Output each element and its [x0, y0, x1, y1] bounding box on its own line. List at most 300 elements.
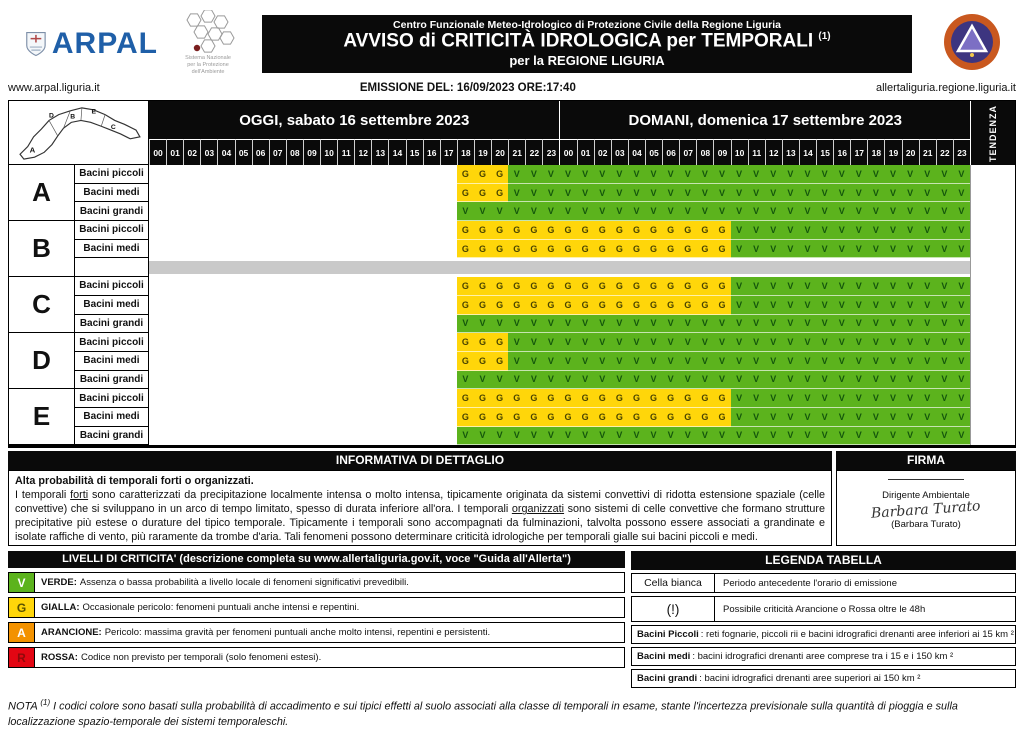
level-name: ARANCIONE: [41, 627, 102, 639]
criticality-cell: V [902, 221, 919, 240]
criticality-cell: V [936, 165, 953, 184]
criticality-cell: G [611, 277, 628, 296]
criticality-cell: V [884, 315, 901, 334]
criticality-cell: V [731, 184, 748, 203]
hour-label: 19 [474, 139, 491, 165]
criticality-cell: V [525, 184, 542, 203]
criticality-cell: V [782, 427, 799, 446]
criticality-cell: V [542, 184, 559, 203]
criticality-cell: V [696, 427, 713, 446]
criticality-cell: V [782, 371, 799, 390]
criticality-cell: V [919, 352, 936, 371]
legenda-rows [631, 573, 1016, 688]
svg-text:dell'Ambiente: dell'Ambiente [191, 68, 225, 74]
criticality-cell: V [748, 221, 765, 240]
hour-label: 21 [508, 139, 525, 165]
criticality-cell: G [662, 240, 679, 259]
legend-key: Cella bianca [631, 573, 715, 593]
criticality-cell: V [816, 333, 833, 352]
criticality-cell: G [457, 240, 474, 259]
criticality-cell: V [748, 240, 765, 259]
criticality-cell: V [902, 389, 919, 408]
criticality-cell: V [508, 427, 525, 446]
criticality-cell: G [628, 221, 645, 240]
criticality-cell: V [542, 427, 559, 446]
criticality-cell: V [559, 202, 576, 221]
basin-label: Bacini grandi [75, 202, 149, 221]
title-sub: per la REGIONE LIGURIA [509, 52, 665, 68]
criticality-cell: V [816, 202, 833, 221]
basin-label: Bacini piccoli [75, 165, 149, 184]
legend-value: Periodo antecedente l'orario di emissione [715, 573, 1016, 593]
criticality-cell: V [953, 202, 970, 221]
tendenza-column [970, 165, 1015, 445]
blank-period-cell [149, 165, 457, 184]
criticality-cell: G [457, 277, 474, 296]
criticality-cell: V [457, 315, 474, 334]
criticality-cell: V [919, 333, 936, 352]
criticality-cell: V [884, 408, 901, 427]
criticality-cell: G [577, 389, 594, 408]
criticality-cell: V [525, 333, 542, 352]
criticality-cell: V [816, 221, 833, 240]
criticality-cell: G [679, 296, 696, 315]
criticality-cell: V [850, 184, 867, 203]
criticality-cell: V [884, 240, 901, 259]
criticality-cell: G [491, 221, 508, 240]
footnote-prefix: NOTA [8, 700, 41, 713]
criticality-cell: V [919, 408, 936, 427]
criticality-cell: G [594, 240, 611, 259]
criticality-cell: V [902, 202, 919, 221]
criticality-cell: G [559, 296, 576, 315]
criticality-cell: V [577, 202, 594, 221]
criticality-cell: G [696, 240, 713, 259]
level-letter-badge: A [8, 622, 35, 643]
criticality-cell: V [731, 165, 748, 184]
criticality-cell: V [594, 202, 611, 221]
criticality-cell: V [765, 184, 782, 203]
criticality-cell: V [953, 221, 970, 240]
criticality-cell: V [782, 408, 799, 427]
criticality-cell: V [782, 202, 799, 221]
criticality-cell: G [577, 277, 594, 296]
criticality-cell: V [936, 315, 953, 334]
criticality-cell: G [696, 277, 713, 296]
snpa-logo [164, 10, 256, 79]
criticality-cell: V [748, 389, 765, 408]
criticality-cell: G [457, 296, 474, 315]
criticality-cell: V [919, 184, 936, 203]
criticality-cell: V [833, 389, 850, 408]
basin-label: Bacini medi [75, 296, 149, 315]
criticality-cell: V [867, 277, 884, 296]
criticality-cell: V [713, 352, 730, 371]
criticality-cell: V [525, 427, 542, 446]
criticality-cell: V [953, 333, 970, 352]
subheader-row [8, 80, 1016, 96]
criticality-cell: G [645, 296, 662, 315]
criticality-cell: G [491, 296, 508, 315]
criticality-cell: V [611, 315, 628, 334]
criticality-cell: V [799, 352, 816, 371]
criticality-cell: V [850, 389, 867, 408]
criticality-cell: V [474, 427, 491, 446]
hour-label: 05 [235, 139, 252, 165]
criticality-cell: V [748, 184, 765, 203]
legend-basin-definition [631, 669, 1016, 688]
hour-label: 22 [525, 139, 542, 165]
level-description [35, 572, 625, 593]
criticality-cell: V [867, 240, 884, 259]
criticality-cell: G [508, 221, 525, 240]
criticality-cell: V [850, 296, 867, 315]
criticality-cell: G [474, 184, 491, 203]
criticality-cell: V [731, 296, 748, 315]
criticality-cell: V [919, 296, 936, 315]
basin-term: Bacini medi [637, 651, 691, 663]
day-header-today: OGGI, sabato 16 settembre 2023 [149, 101, 559, 139]
hour-label: 00 [149, 139, 166, 165]
criticality-cell: G [577, 296, 594, 315]
criticality-cell: G [577, 221, 594, 240]
level-description [35, 622, 625, 643]
hour-label: 07 [269, 139, 286, 165]
level-letter-badge: R [8, 647, 35, 668]
hour-label: 02 [183, 139, 200, 165]
criticality-cell: V [594, 315, 611, 334]
criticality-cell: V [542, 333, 559, 352]
basin-label [75, 258, 149, 277]
criticality-cell: V [782, 240, 799, 259]
hour-label: 17 [850, 139, 867, 165]
criticality-cell: V [936, 427, 953, 446]
level-name: VERDE: [41, 577, 77, 589]
criticality-cell: V [731, 427, 748, 446]
criticality-cell: V [902, 408, 919, 427]
hour-label: 22 [936, 139, 953, 165]
legend-row [631, 596, 1016, 622]
criticality-cell: G [457, 408, 474, 427]
criticality-cell: V [731, 315, 748, 334]
legend-row [631, 647, 1016, 666]
criticality-cell: V [833, 221, 850, 240]
hour-label: 11 [748, 139, 765, 165]
criticality-cell: G [457, 352, 474, 371]
criticality-cell: V [936, 333, 953, 352]
criticality-cell: V [662, 333, 679, 352]
criticality-cell: G [474, 221, 491, 240]
criticality-cell: V [628, 333, 645, 352]
criticality-cell: V [508, 184, 525, 203]
criticality-cell: G [508, 296, 525, 315]
criticality-cell: G [713, 277, 730, 296]
criticality-cell: G [645, 277, 662, 296]
criticality-cell: V [731, 371, 748, 390]
criticality-cell: V [491, 427, 508, 446]
level-description [35, 647, 625, 668]
criticality-cell: V [713, 184, 730, 203]
criticality-cell: V [662, 371, 679, 390]
criticality-cell: V [816, 352, 833, 371]
criticality-cell: G [525, 408, 542, 427]
criticality-cell: V [611, 165, 628, 184]
criticality-cell: V [919, 202, 936, 221]
criticality-cell: V [662, 184, 679, 203]
firma-title: FIRMA [836, 451, 1016, 470]
criticality-cell: V [559, 427, 576, 446]
criticality-cell: V [833, 371, 850, 390]
criticality-cell: V [594, 184, 611, 203]
criticality-cell: G [645, 240, 662, 259]
criticality-cell: V [525, 315, 542, 334]
criticality-cell: V [936, 184, 953, 203]
criticality-cell: V [850, 352, 867, 371]
informativa-segment: I temporali [15, 489, 71, 502]
day-header-tomorrow: DOMANI, domenica 17 settembre 2023 [559, 101, 970, 139]
blank-period-cell [149, 333, 457, 352]
criticality-cell: V [936, 352, 953, 371]
criticality-cell: V [782, 315, 799, 334]
criticality-cell: V [884, 296, 901, 315]
hour-label: 07 [679, 139, 696, 165]
criticality-cell: V [833, 333, 850, 352]
criticality-cell: V [833, 427, 850, 446]
criticality-cell: V [799, 240, 816, 259]
criticality-cell: V [833, 315, 850, 334]
criticality-cell: V [679, 333, 696, 352]
criticality-cell: G [594, 221, 611, 240]
level-name: GIALLA: [41, 602, 80, 614]
criticality-cell: V [902, 315, 919, 334]
criticality-cell: G [474, 408, 491, 427]
criticality-cell: V [765, 221, 782, 240]
criticality-cell: V [765, 296, 782, 315]
criticality-cell: V [611, 184, 628, 203]
criticality-cell: G [577, 408, 594, 427]
criticality-cell: V [919, 221, 936, 240]
criticality-cell: V [953, 165, 970, 184]
legend-row [631, 625, 1016, 644]
criticality-cell: G [594, 277, 611, 296]
criticality-cell: V [816, 240, 833, 259]
basin-definition-text: : reti fognarie, piccoli rii e bacini idrografici drenanti aree inferiori ai 15 km ² [700, 629, 1014, 641]
criticality-cell: G [628, 296, 645, 315]
criticality-cell: G [525, 277, 542, 296]
criticality-cell: V [867, 221, 884, 240]
criticality-cell: V [799, 427, 816, 446]
blank-period-cell [149, 296, 457, 315]
criticality-cell: V [542, 371, 559, 390]
criticality-cell: G [662, 389, 679, 408]
criticality-cell: V [696, 165, 713, 184]
criticality-cell: V [713, 202, 730, 221]
hour-label: 13 [782, 139, 799, 165]
criticality-cell: V [713, 315, 730, 334]
criticality-cell: G [474, 296, 491, 315]
criticality-cell: V [577, 333, 594, 352]
criticality-cell: G [491, 277, 508, 296]
criticality-cell: V [936, 371, 953, 390]
informativa-lead: Alta probabilità di temporali forti o organizzati. [15, 475, 254, 488]
criticality-cell: G [559, 408, 576, 427]
criticality-cell: G [645, 408, 662, 427]
criticality-cell: V [782, 296, 799, 315]
criticality-cell: G [679, 277, 696, 296]
zone-label-c: C [9, 277, 75, 333]
hour-label: 18 [867, 139, 884, 165]
criticality-cell: V [919, 371, 936, 390]
criticality-cell: V [679, 202, 696, 221]
basin-label: Bacini piccoli [75, 333, 149, 352]
criticality-cell: V [679, 184, 696, 203]
criticality-cell: G [542, 240, 559, 259]
criticality-cell: V [799, 165, 816, 184]
criticality-cell: V [525, 371, 542, 390]
criticality-cell: V [867, 315, 884, 334]
informativa-text [15, 489, 825, 543]
criticality-cell: V [867, 408, 884, 427]
signature: Barbara Turato [870, 498, 982, 523]
criticality-cell: V [953, 427, 970, 446]
informativa-title: INFORMATIVA DI DETTAGLIO [8, 451, 832, 470]
hour-label: 14 [799, 139, 816, 165]
criticality-cell: G [491, 389, 508, 408]
criticality-cell: V [799, 202, 816, 221]
blank-period-cell [149, 371, 457, 390]
criticality-cell: V [696, 315, 713, 334]
criticality-cell: G [508, 277, 525, 296]
zone-label-a: A [9, 165, 75, 221]
hour-label: 15 [816, 139, 833, 165]
level-description [35, 597, 625, 618]
criticality-cell: V [748, 427, 765, 446]
criticality-cell: V [645, 184, 662, 203]
basin-definition-text: : bacini idrografici drenanti aree comprese tra i 15 e i 150 km ² [692, 651, 954, 663]
criticality-cell: V [833, 184, 850, 203]
livelli-rows [8, 572, 625, 668]
criticality-cell: G [474, 240, 491, 259]
criticality-cell: V [748, 277, 765, 296]
hour-label: 21 [919, 139, 936, 165]
hour-label: 13 [371, 139, 388, 165]
criticality-cell: G [491, 165, 508, 184]
criticality-cell: G [474, 333, 491, 352]
criticality-cell: V [542, 202, 559, 221]
criticality-cell: V [902, 296, 919, 315]
criticality-cell: V [628, 202, 645, 221]
criticality-cell: V [816, 371, 833, 390]
informativa-segment: organizzati [511, 503, 565, 516]
header [8, 8, 1016, 80]
criticality-cell: V [457, 371, 474, 390]
svg-text:A: A [29, 144, 35, 154]
svg-text:C: C [110, 123, 116, 131]
hour-label: 16 [423, 139, 440, 165]
criticality-cell: V [936, 221, 953, 240]
criticality-cell: V [953, 389, 970, 408]
criticality-cell: V [713, 371, 730, 390]
criticality-cell: V [679, 371, 696, 390]
firma-box [836, 470, 1016, 546]
criticality-cell: V [628, 352, 645, 371]
criticality-cell: G [662, 296, 679, 315]
criticality-cell: G [628, 408, 645, 427]
criticality-cell: G [542, 221, 559, 240]
arpal-site-text: www.arpal.liguria.it [8, 82, 100, 94]
criticality-cell: V [936, 389, 953, 408]
criticality-cell: V [748, 315, 765, 334]
criticality-cell: G [628, 240, 645, 259]
criticality-cell: V [867, 184, 884, 203]
criticality-cell: V [799, 184, 816, 203]
criticality-cell: V [850, 333, 867, 352]
basin-label: Bacini medi [75, 408, 149, 427]
criticality-cell: G [645, 221, 662, 240]
criticality-level-row [8, 572, 625, 593]
footnote-text: I codici colore sono basati sulla probabilità di accadimento e sui tipici effetti al suolo associati alla classe di temporali in esame, stante l'incertezza previsionale sulla quantità di pioggia e sulla localizzazione spazio-temporale dei sistemi temporaleschi. [8, 700, 958, 728]
criticality-cell: V [577, 427, 594, 446]
hour-label: 10 [731, 139, 748, 165]
legenda-title: LEGENDA TABELLA [631, 551, 1016, 570]
criticality-cell: V [816, 165, 833, 184]
basin-label: Bacini grandi [75, 315, 149, 334]
hour-label: 04 [217, 139, 234, 165]
criticality-table [8, 100, 1016, 448]
criticality-cell: G [696, 221, 713, 240]
criticality-cell: V [953, 408, 970, 427]
zone-label-b: B [9, 221, 75, 277]
criticality-cell: V [867, 333, 884, 352]
criticality-cell: V [611, 371, 628, 390]
zone-label-d: D [9, 333, 75, 389]
criticality-cell: V [782, 221, 799, 240]
criticality-cell: V [953, 371, 970, 390]
criticality-cell: G [508, 389, 525, 408]
criticality-levels-legend [8, 551, 625, 668]
criticality-cell: G [525, 389, 542, 408]
criticality-cell: V [611, 352, 628, 371]
level-name: ROSSA: [41, 652, 78, 664]
criticality-cell: V [611, 427, 628, 446]
criticality-cell: V [748, 333, 765, 352]
criticality-cell: V [594, 352, 611, 371]
criticality-cell: V [799, 408, 816, 427]
criticality-cell: V [850, 427, 867, 446]
informativa-body [8, 470, 832, 546]
svg-text:B: B [69, 113, 75, 120]
criticality-cell: V [833, 202, 850, 221]
criticality-cell: V [525, 352, 542, 371]
hour-label: 15 [406, 139, 423, 165]
hour-label: 03 [200, 139, 217, 165]
criticality-cell: V [782, 165, 799, 184]
level-letter-badge: V [8, 572, 35, 593]
criticality-cell: V [662, 315, 679, 334]
hour-label: 20 [491, 139, 508, 165]
criticality-cell: V [850, 371, 867, 390]
criticality-cell: V [902, 277, 919, 296]
criticality-cell: G [457, 184, 474, 203]
criticality-cell: V [594, 333, 611, 352]
criticality-cell: V [645, 315, 662, 334]
criticality-cell: V [850, 408, 867, 427]
criticality-cell: V [884, 277, 901, 296]
zone-label-e: E [9, 389, 75, 445]
criticality-cell: V [559, 315, 576, 334]
firma-name: (Barbara Turato) [891, 519, 961, 531]
criticality-cell: V [457, 427, 474, 446]
